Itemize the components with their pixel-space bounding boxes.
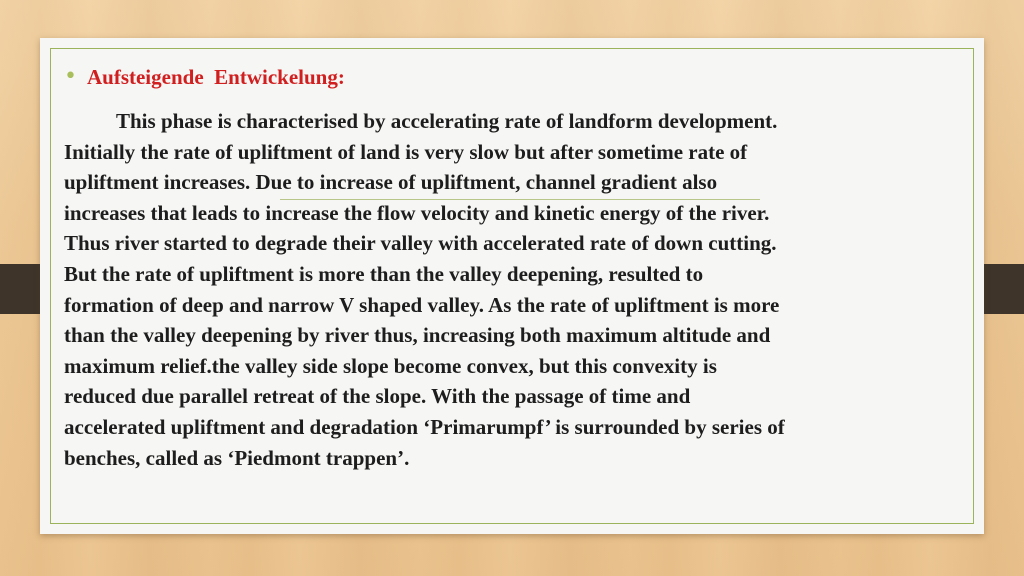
- slide-card: [40, 38, 984, 534]
- paragraph-line: upliftment increases. Due to increase of upliftment, channel gradient also: [64, 170, 718, 195]
- paragraph-line: benches, called as ‘Piedmont trappen’.: [64, 445, 410, 470]
- bullet-icon: •: [64, 64, 77, 89]
- paragraph-line: reduced due parallel retreat of the slope. With the passage of time and: [64, 384, 691, 409]
- body-paragraph: [64, 106, 944, 473]
- heading-row: [64, 62, 345, 92]
- paragraph-line: Initially the rate of upliftment of land is very slow but after sometime rate of: [64, 139, 748, 164]
- paragraph-line: Thus river started to degrade their valley with accelerated rate of down cutting.: [64, 231, 777, 256]
- paragraph-line: than the valley deepening by river thus, increasing both maximum altitude and: [64, 323, 771, 348]
- paragraph-line: accelerated upliftment and degradation ‘Primarumpf’ is surrounded by series of: [64, 414, 785, 439]
- paragraph-line: maximum relief.the valley side slope become convex, but this convexity is: [64, 353, 717, 378]
- paragraph-line: This phase is characterised by accelerating rate of landform development.: [116, 109, 778, 133]
- paragraph-line: increases that leads to increase the flow velocity and kinetic energy of the river.: [64, 200, 770, 225]
- slide-heading: Aufsteigende Entwickelung:: [86, 64, 345, 89]
- paragraph-line: But the rate of upliftment is more than the valley deepening, resulted to: [64, 261, 704, 286]
- paragraph-line: formation of deep and narrow V shaped valley. As the rate of upliftment is more: [64, 292, 780, 317]
